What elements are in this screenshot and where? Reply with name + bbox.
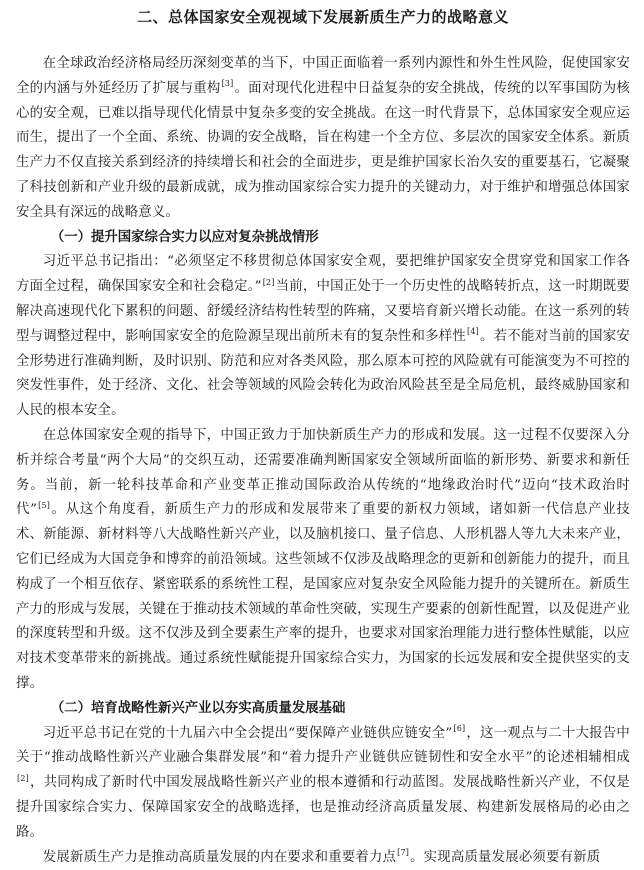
paragraph-2-text-3: 。若不能对当前的国家安全形势进行准确判断，及时识别、防范和应对各类风险，那么原本可控的风险就有可能演变为不可控的突发性事件，处于经济、文化、社会等领域的风险会转化为政治风险甚至是全局危机，最终威胁国家和人民的根本安全。 bbox=[16, 329, 630, 418]
paragraph-2 bbox=[16, 250, 630, 424]
section-title: 二、总体国家安全观视域下发展新质生产力的战略意义 bbox=[16, 6, 630, 28]
citation-ref: [5] bbox=[37, 501, 51, 510]
paragraph-2-text-1: 习近平总书记指出：“必须坚定不移贯彻总体国家安全观，要把维护国家安全贯穿党和国家工作各方面全过程，确保国家安全和社会稳定。” bbox=[16, 254, 630, 294]
intro-text-2: 。面对现代化进程中日益复杂的安全挑战，传统的以军事国防为核心的安全观，已难以指导现代化情景中复杂多变的安全挑战。在这一时代背景下，总体国家安全观应运而生，提出了一个全面、系统、协调的安全战略，旨在构建一个全方位、多层次的国家安全体系。新质生产力不仅直接关系到经济的持续增长和社会的全面进步，更是维护国家长治久安的重要基石，它凝聚了科技创新和产业升级的最新成就，成为推动国家综合实力提升的关键动力，对于维护和增强总体国家安全具有深远的战略意义。 bbox=[16, 81, 630, 220]
paragraph-4-text-1: 习近平总书记在党的十九届六中全会提出“要保障产业链供应链安全” bbox=[43, 726, 453, 741]
intro-paragraph bbox=[16, 52, 630, 226]
citation-ref: [7] bbox=[396, 848, 410, 857]
citation-ref: [2] bbox=[262, 278, 276, 287]
paragraph-5-text-2: 。实现高质量发展必须要有新质 bbox=[410, 850, 600, 865]
citation-ref: [6] bbox=[452, 724, 466, 733]
paragraph-2-text-2: 当前，中国正处于一个历史性的战略转折点，这一时期既要解决高速现代化下累积的问题、舒缓经济结构性转型的阵痛，又要培育新兴增长动能。在这一系列的转型与调整过程中，影响国家安全的危险源呈现出前所未有的复杂性和多样性 bbox=[16, 279, 630, 344]
paragraph-5-text-1: 发展新质生产力是推动高质量发展的内在要求和重要着力点 bbox=[43, 850, 396, 865]
citation-ref: [2] bbox=[16, 774, 30, 783]
intro-text-1: 在全球政治经济格局经历深刻变革的当下，中国正面临着一系列内源性和外生性风险，促使国家安全的内涵与外延经历了扩展与重构 bbox=[16, 56, 630, 96]
subsection-heading-2: （二）培育战略性新兴产业以夯实高质量发展基础 bbox=[16, 697, 630, 722]
paragraph-4 bbox=[16, 722, 630, 846]
subsection-heading-1: （一）提升国家综合实力以应对复杂挑战情形 bbox=[16, 226, 630, 251]
paragraph-5 bbox=[16, 846, 630, 870]
paragraph-4-text-3: ，共同构成了新时代中国发展战略性新兴产业的根本遵循和行动蓝图。发展战略性新兴产业，不仅是提升国家综合实力、保障国家安全的战略选择，也是推动经济高质量发展、构建新发展格局的必由之路。 bbox=[16, 775, 630, 840]
citation-ref: [4] bbox=[466, 327, 480, 336]
paragraph-3-text-2: 。从这个角度看，新质生产力的形成和发展带来了重要的新权力领域，诸如新一代信息产业技术、新能源、新材料等八大战略性新兴产业，以及脑机接口、量子信息、人形机器人等九大未来产业，它们已经成为大国竞争和博弈的前沿领域。这些领域不仅涉及战略理念的更新和创新能力的提升，而且构成了一个相互依存、紧密联系的系统性工程，是国家应对复杂安全风险能力提升的关键所在。新质生产力的形成与发展，关键在于推动技术领域的革命性突破，实现生产要素的创新性配置，以及促进产业的深度转型和升级。这不仅涉及到全要素生产率的提升，也要求对国家治理能力进行整体性赋能，以应对技术变革带来的新挑战。通过系统性赋能提升国家综合实力，为国家的长远发展和安全提供坚实的支撑。 bbox=[16, 502, 630, 691]
citation-ref: [3] bbox=[221, 79, 235, 88]
paragraph-3 bbox=[16, 424, 630, 697]
paragraph-3-text-1: 在总体国家安全观的指导下，中国正致力于加快新质生产力的形成和发展。这一过程不仅要深入分析并综合考量“两个大局”的交织互动，还需要准确判断国家安全领域所面临的新形势、新要求和新任务。当前，新一轮科技革命和产业变革正推动国际政治从传统的“地缘政治时代”迈向“技术政治时代” bbox=[16, 428, 630, 517]
paragraph-4-text-2: ，这一观点与二十大报告中关于“推动战略性新兴产业融合集群发展”和“着力提升产业链供应链韧性和安全水平”的论述相辅相成 bbox=[16, 726, 630, 766]
